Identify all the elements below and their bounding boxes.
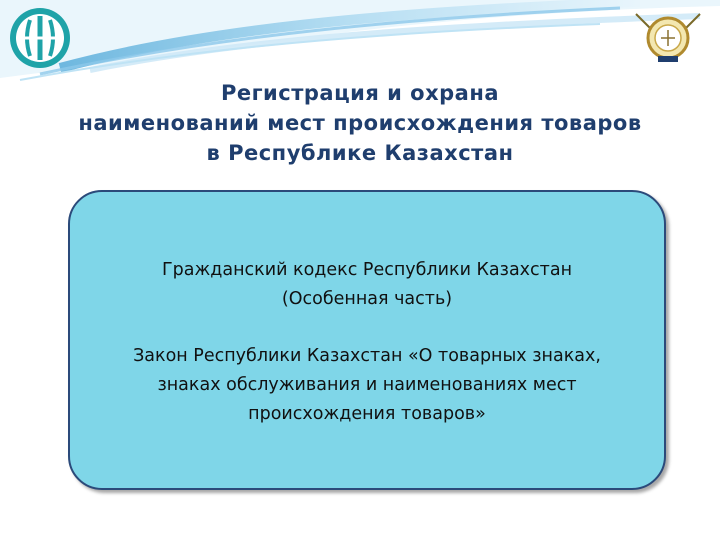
trademark-law-line-3: происхождения товаров» [248, 404, 486, 424]
civil-code-line-2: (Особенная часть) [281, 289, 453, 309]
legislation-box [68, 190, 666, 490]
title-line-2: наименований мест происхождения товаров [78, 111, 642, 135]
trademark-law-line-2: знаках обслуживания и наименованиях мест [157, 375, 577, 395]
title-line-3: в Республике Казахстан [206, 141, 514, 165]
civil-code-text [90, 256, 644, 314]
judicial-emblem-icon [630, 8, 706, 68]
trademark-law-text [90, 342, 644, 429]
trademark-law-line-1: Закон Республики Казахстан «О товарных знаках, [133, 346, 601, 366]
title-line-1: Регистрация и охрана [220, 81, 500, 105]
slide-title [20, 78, 700, 168]
header-wave-decoration [0, 0, 720, 90]
civil-code-line-1: Гражданский кодекс Республики Казахстан [161, 260, 573, 280]
institute-logo-icon [2, 2, 78, 78]
